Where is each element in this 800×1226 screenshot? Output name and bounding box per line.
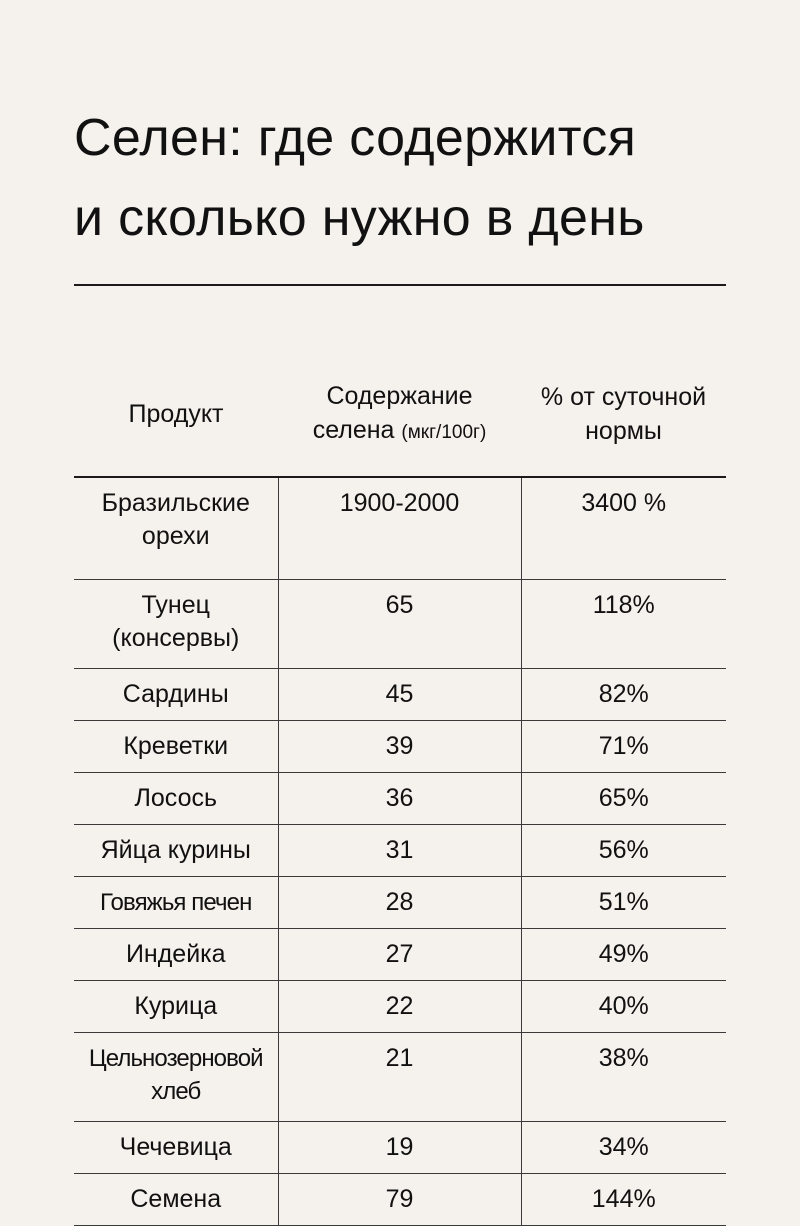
cell-product: Индейка: [74, 929, 278, 981]
table-header-row: [74, 352, 726, 477]
title-line-2: и сколько нужно в день: [74, 189, 645, 247]
header-percent: [521, 352, 726, 477]
cell-content: 65: [278, 580, 521, 669]
cell-product: Тунец (консервы): [74, 580, 278, 669]
header-percent-line1: % от суточной: [540, 383, 707, 411]
cell-content: 45: [278, 669, 521, 721]
cell-product: Яйца курины: [74, 825, 278, 877]
cell-content: 27: [278, 929, 521, 981]
cell-content: 36: [278, 773, 521, 825]
table-row: [74, 580, 726, 669]
cell-product: Лосось: [74, 773, 278, 825]
cell-product: Семена: [74, 1174, 278, 1226]
page-title: [74, 98, 774, 258]
table-row: [74, 1122, 726, 1174]
header-content-line2: селена (мкг/100г): [312, 415, 487, 444]
table-row: [74, 929, 726, 981]
title-divider: [74, 284, 726, 286]
cell-content: 1900-2000: [278, 477, 521, 580]
cell-content: 79: [278, 1174, 521, 1226]
cell-product: Цельнозерновой хлеб: [74, 1033, 278, 1122]
cell-percent: 51%: [521, 877, 726, 929]
table-row: [74, 773, 726, 825]
cell-percent: 49%: [521, 929, 726, 981]
cell-percent: 56%: [521, 825, 726, 877]
cell-product: Курица: [74, 981, 278, 1033]
table-row: [74, 1033, 726, 1122]
cell-product: Чечевица: [74, 1122, 278, 1174]
cell-percent: 82%: [521, 669, 726, 721]
cell-percent: 38%: [521, 1033, 726, 1122]
cell-content: 28: [278, 877, 521, 929]
cell-content: 19: [278, 1122, 521, 1174]
cell-percent: 3400 %: [521, 477, 726, 580]
cell-product: Сардины: [74, 669, 278, 721]
header-product: Продукт: [74, 352, 278, 477]
cell-content: 31: [278, 825, 521, 877]
title-line-1: Селен: где содержится: [74, 109, 637, 167]
cell-product: Креветки: [74, 721, 278, 773]
cell-product: Говяжья печен: [74, 877, 278, 929]
table-row: [74, 825, 726, 877]
table-row: [74, 721, 726, 773]
table-row: [74, 877, 726, 929]
cell-percent: 71%: [521, 721, 726, 773]
cell-percent: 40%: [521, 981, 726, 1033]
table-row: [74, 477, 726, 580]
cell-content: 22: [278, 981, 521, 1033]
cell-percent: 34%: [521, 1122, 726, 1174]
cell-product: Бразильские орехи: [74, 477, 278, 580]
cell-percent: 118%: [521, 580, 726, 669]
cell-percent: 144%: [521, 1174, 726, 1226]
cell-content: 39: [278, 721, 521, 773]
cell-percent: 65%: [521, 773, 726, 825]
table-row: [74, 669, 726, 721]
cell-content: 21: [278, 1033, 521, 1122]
header-content-line1: Содержание: [326, 381, 473, 410]
header-content-unit: (мкг/100г): [401, 421, 487, 443]
selenium-table: [74, 352, 726, 1226]
table-row: [74, 981, 726, 1033]
header-content: [278, 352, 521, 477]
header-percent-line2: нормы: [585, 417, 662, 445]
